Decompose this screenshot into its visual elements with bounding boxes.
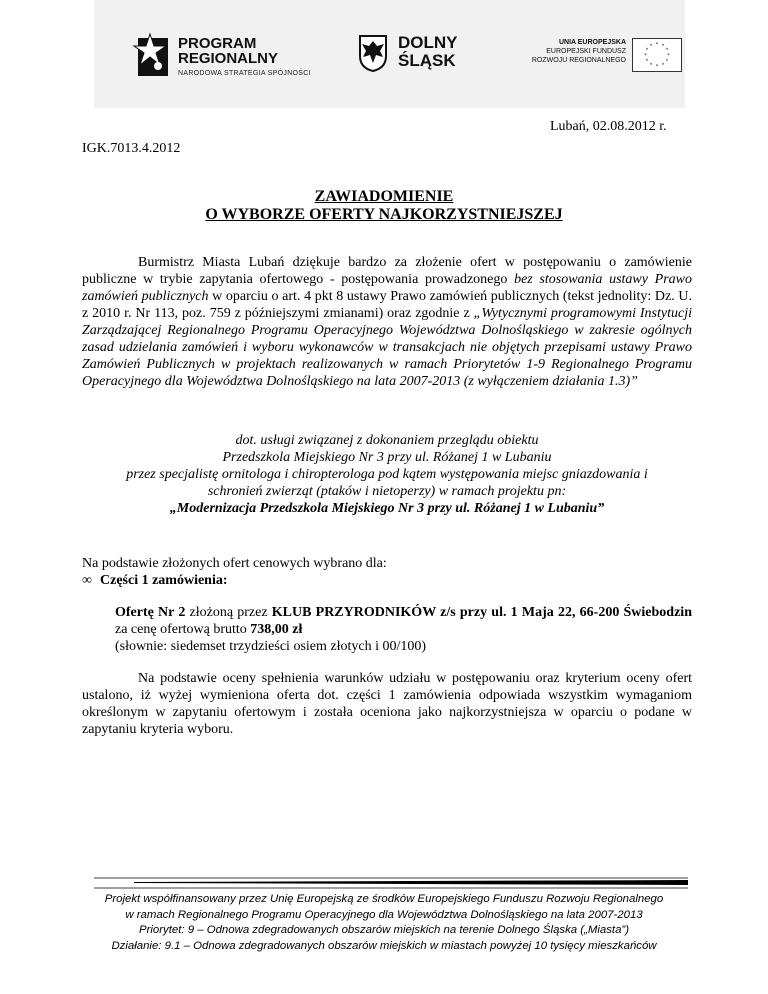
intro-text-2: w oparciu o art. 4 pkt 8 ustawy Prawo zamówień publicznych (tekst jednolity: Dz. U. z 2010 r. Nr 113, poz. 759 z późniejszymi zmianami) oraz zgodnie z [82, 289, 692, 321]
svg-text:*: * [661, 43, 665, 50]
region-logo-line2: ŚLĄSK [398, 51, 456, 70]
program-logo-line1: PROGRAM [178, 35, 257, 52]
footer-line-2: w ramach Regionalnego Programu Operacyjnego dla Województwa Dolnośląskiego na lata 2007-2013 [125, 908, 643, 921]
svg-text:*: * [665, 47, 669, 54]
svg-text:*: * [649, 62, 653, 69]
dolny-slask-logo [358, 32, 468, 77]
selection-intro: Na podstawie złożonych ofert cenowych wybrano dla: [82, 556, 387, 571]
eu-logo-line2: EUROPEJSKI FUNDUSZ [546, 48, 626, 55]
offer-number: Ofertę Nr 2 [115, 605, 186, 620]
program-star-icon [130, 32, 170, 80]
svg-text:*: * [644, 53, 647, 59]
part-1-label: Części 1 zamówienia: [100, 573, 228, 588]
intro-text-1: Burmistrz Miasta Lubań dziękuje bardzo za złożenie ofert w postępowaniu o zamówienie publiczne w trybie zapytania ofertowego - postępowania prowadzonego [82, 255, 692, 287]
svg-text:*: * [655, 64, 659, 70]
svg-text:*: * [649, 43, 653, 50]
bullet-icon: ∞ [82, 573, 92, 588]
offer-text-2: za cenę ofertową brutto [115, 622, 251, 637]
program-logo-line2: REGIONALNY [178, 50, 279, 67]
eagle-crest-icon [358, 34, 388, 72]
place-date: Lubań, 02.08.2012 r. [550, 119, 667, 134]
program-logo-subtitle: NARODOWA STRATEGIA SPÓJNOŚCI [178, 70, 311, 77]
svg-text:*: * [645, 58, 649, 65]
footer-divider [94, 877, 688, 889]
intro-italic-1: bez stosowania ustawy Prawo zamówień publicznych [82, 272, 692, 304]
svg-text:*: * [667, 53, 670, 59]
subject-line-3: przez specjalistę ornitologa i chiropterologa pod kątem występowania miejsc gniazdowania i [126, 467, 648, 482]
svg-text:*: * [645, 47, 649, 54]
document-subtitle: O WYBORZE OFERTY NAJKORZYSTNIEJSZEJ [205, 206, 563, 223]
eu-logo-line1: UNIA EUROPEJSKA [558, 39, 626, 46]
eu-flag-icon [632, 38, 682, 72]
part-1-item [82, 572, 228, 589]
footer-line-4: Działanie: 9.1 – Odnowa zdegradowanych obszarów miejskich w miastach powyżej 10 tysięcy mieszkańców [111, 939, 657, 952]
offer-price: 738,00 zł [250, 622, 303, 637]
subject-line-4: schronień zwierząt (ptaków i nietoperzy) w ramach projektu pn: [207, 484, 567, 499]
subject-block [82, 432, 692, 517]
project-name: „Modernizacja Przedszkola Miejskiego Nr 3 przy ul. Różanej 1 w Lubaniu” [169, 501, 605, 516]
justification-paragraph: Na podstawie oceny spełnienia warunków udziału w postępowaniu oraz kryterium oceny ofert ustalono, iż wyżej wymieniona oferta dot. części 1 zamówienia odpowiada wszystkim wymaganiom określonym w zapytaniu ofertowym i została oceniona jako najkorzystniejsza w oparciu o podane w zapytaniu kryteria wyboru. [82, 671, 692, 737]
program-regionalny-logo [130, 32, 330, 84]
price-in-words: (słownie: siedemset trzydzieści osiem złotych i 00/100) [115, 639, 427, 654]
subject-line-1: dot. usługi związanej z dokonaniem przeglądu obiektu [235, 433, 539, 448]
subject-line-2: Przedszkola Miejskiego Nr 3 przy ul. Różanej 1 w Lubaniu [222, 450, 552, 465]
svg-text:*: * [665, 58, 669, 65]
offer-text-1: złożoną przez [185, 605, 272, 620]
reference-number: IGK.7013.4.2012 [82, 141, 181, 156]
footer-line-1: Projekt współfinansowany przez Unię Europejską ze środków Europejskiego Funduszu Rozwoju Regionalnego [104, 893, 664, 905]
eu-logo [520, 38, 680, 72]
footer-line-3: Priorytet: 9 – Odnowa zdegradowanych obszarów miejskich na terenie Dolnego Śląska („Miasta”) [138, 924, 630, 936]
document-title: ZAWIADOMIENIE [314, 188, 454, 205]
winning-offer [115, 604, 692, 638]
svg-text:*: * [661, 62, 665, 69]
eu-logo-line3: ROZWOJU REGIONALNEGO [531, 57, 626, 64]
intro-paragraph [82, 254, 692, 390]
region-logo-line1: DOLNY [398, 33, 458, 52]
intro-italic-2: „Wytycznymi programowymi Instytucji Zarządzającej Regionalnego Programu Operacyjnego Województwa Dolnośląskiego w zakresie ogólnych zasad udzielania zamówień i wyboru wykonawców w transakcjach nie objętych przepisami ustawy Prawo Zamówień Publicznych w projektach realizowanych w ramach Priorytetów 1-9 Regionalnego Programu Operacyjnego dla Województwa Dolnośląskiego na lata 2007-2013 (z wyłączeniem działania 1.3)” [82, 306, 692, 389]
contractor-name: KLUB PRZYRODNIKÓW z/s przy ul. 1 Maja 22, 66-200 Świebodzin [271, 605, 692, 620]
footer-note [0, 892, 768, 954]
svg-text:*: * [655, 42, 659, 48]
